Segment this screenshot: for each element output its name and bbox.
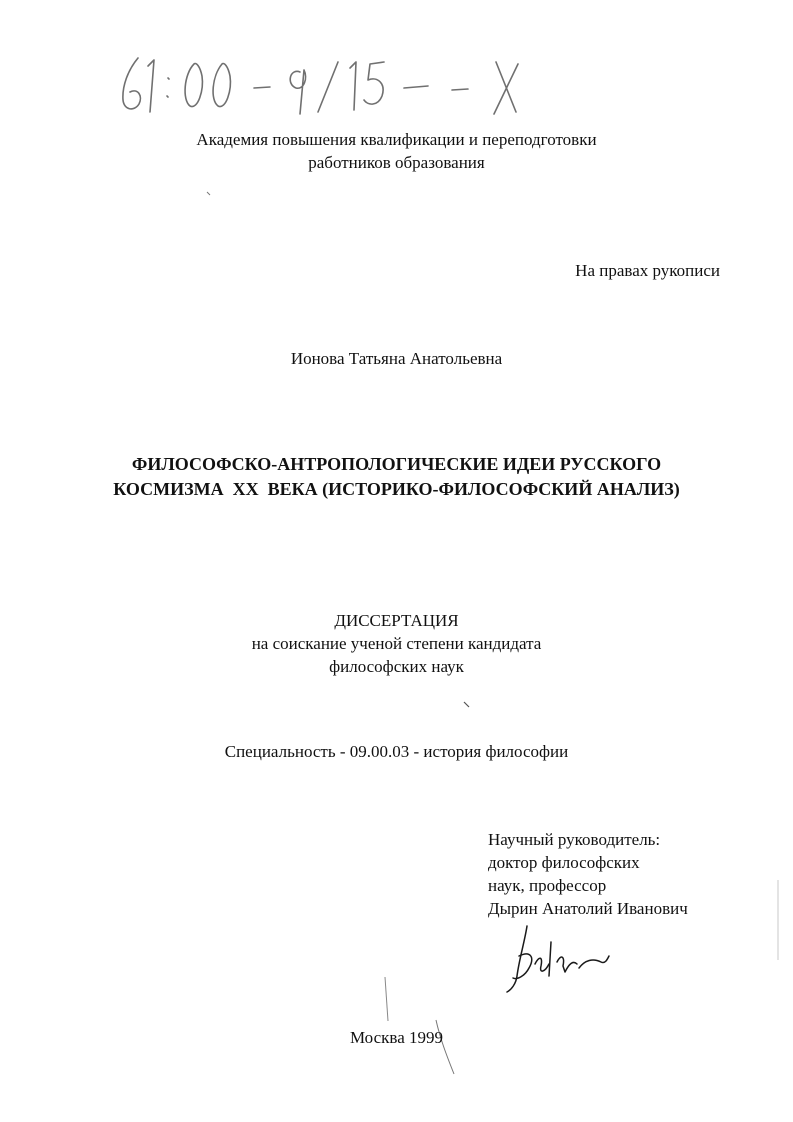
advisor-name: Дырин Анатолий Иванович <box>488 899 688 918</box>
place-and-year: Москва 1999 <box>349 1028 444 1047</box>
advisor-label: Научный руководитель: <box>488 830 661 849</box>
institution-line-2: работников образования <box>308 153 485 172</box>
pencil-stroke-icon <box>383 975 391 1023</box>
pencil-speck-icon <box>205 190 213 198</box>
advisor-degree-line-2: наук, профессор <box>488 876 607 895</box>
document-type-line-1: на соискание ученой степени кандидата <box>251 634 542 653</box>
advisor-degree-line-1: доктор философских <box>488 853 640 872</box>
dissertation-title-line-1: ФИЛОСОФСКО-АНТРОПОЛОГИЧЕСКИЕ ИДЕИ РУССКОГО <box>131 454 662 474</box>
specialty-line: Специальность - 09.00.03 - история философии <box>224 742 569 761</box>
handwritten-archive-code-icon <box>112 48 542 120</box>
handwritten-signature-icon <box>505 920 625 998</box>
scan-edge-line-icon <box>775 880 781 960</box>
author-name: Ионова Татьяна Анатольевна <box>290 349 503 368</box>
scientific-advisor-block <box>488 828 688 920</box>
manuscript-rights-note: На правах рукописи <box>575 261 720 280</box>
document-type-line-2: философских наук <box>329 657 464 676</box>
pencil-speck-icon <box>462 700 472 710</box>
dissertation-title-line-2: КОСМИЗМА XX ВЕКА (ИСТОРИКО-ФИЛОСОФСКИЙ АНАЛИЗ) <box>113 479 680 499</box>
document-type-heading: ДИССЕРТАЦИЯ <box>334 611 459 630</box>
institution-line-1: Академия повышения квалификации и переподготовки <box>196 130 597 149</box>
